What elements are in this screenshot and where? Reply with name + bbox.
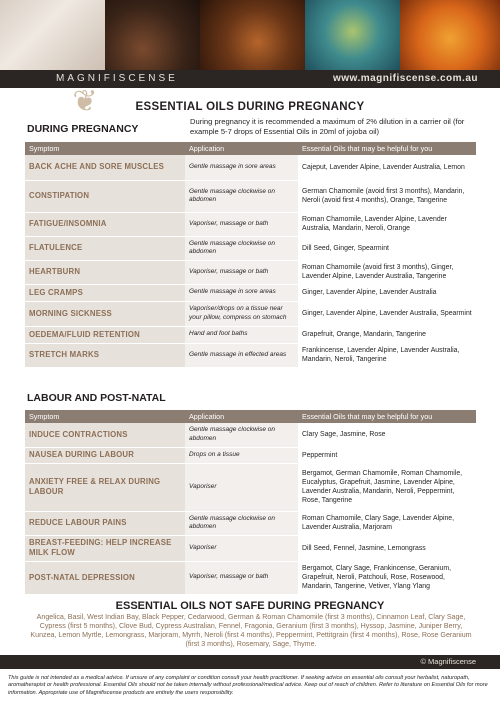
table-header-row (25, 410, 476, 423)
oils-cell: Roman Chamomile, Clary Sage, Lavender Alpine, Lavender Australia, Marjoram (298, 511, 476, 535)
table-row (25, 155, 476, 180)
oils-cell: German Chamomile (avoid first 3 months), Mandarin, Neroli (avoid first 4 months), Orange, Tangerine (298, 180, 476, 212)
leaf-droplet-photo (305, 0, 400, 70)
copyright: © Magnifiscense (420, 657, 476, 666)
symptom-cell: FATIGUE/INSOMNIA (25, 212, 185, 236)
application-cell: Gentle massage in effected areas (185, 343, 298, 367)
table-header-row (25, 142, 476, 155)
brand-url[interactable]: www.magnifiscense.com.au (332, 73, 478, 84)
column-header-symptom: Symptom (25, 142, 185, 155)
oils-cell: Frankincense, Lavender Alpine, Lavender Australia, Mandarin, Neroli, Tangerine (298, 343, 476, 367)
application-cell: Drops on a tissue (185, 447, 298, 463)
table-row (25, 326, 476, 343)
dropper-photo (105, 0, 200, 70)
symptom-cell: CONSTIPATION (25, 180, 185, 212)
symptom-cell: REDUCE LABOUR PAINS (25, 511, 185, 535)
table-row (25, 447, 476, 463)
symptom-cell: LEG CRAMPS (25, 284, 185, 301)
table-row (25, 180, 476, 212)
ornament-icon: ❦ (72, 85, 98, 118)
disclaimer: This guide is not intended as a medical advice. If unsure of any complaint or condition consult your health practitioner. If seeking advice on essential oils consult your herbalist, naturopath, aromatherapist or health professional. Essential Oils should not be taken internally without professional/medical advice. Keep out of reach of children. Refer to literature on Essential Oils for more information. Appropriate use of Magnifiscense products are entirely the users responsibility. (8, 675, 488, 696)
labour-table (25, 410, 476, 595)
oils-cell: Roman Chamomile (avoid first 3 months), Ginger, Lavender Alpine, Lavender Australia, Tangerine (298, 260, 476, 284)
application-cell: Gentle massage in sore areas (185, 155, 298, 180)
application-cell: Vaporiser (185, 535, 298, 561)
application-cell: Gentle massage clockwise on abdomen (185, 236, 298, 260)
footer-bar (0, 655, 500, 669)
not-safe-heading: ESSENTIAL OILS NOT SAFE DURING PREGNANCY (115, 600, 385, 612)
table-row (25, 511, 476, 535)
not-safe-list: Angelica, Basil, West Indian Bay, Black Pepper, Cedarwood, German & Roman Chamomile (first 3 months), Cinnamon Leaf, Clary Sage, Cypress (first 5 months), Clove Bud, Cypress Australian, Fennel, Fragonia, Geranium (first 3 months), Hyssop, Jasmine, Juniper Berry, Kunzea, Lemon Myrtle, Lemongrass, Marjoram, Myrrh, Neroli (first 4 months), Peppermint, Pettitgrain (first 4 months), Rose, Rose Geranium (first 3 months), Rosemary, Sage, Thyme. (30, 613, 472, 648)
oils-cell: Ginger, Lavender Alpine, Lavender Australia, Spearmint (298, 301, 476, 326)
oils-cell: Clary Sage, Jasmine, Rose (298, 423, 476, 447)
application-cell: Vaporiser, massage or bath (185, 212, 298, 236)
application-cell: Vaporiser, massage or bath (185, 561, 298, 594)
table-row (25, 561, 476, 594)
symptom-cell: ANXIETY FREE & RELAX DURING LABOUR (25, 463, 185, 511)
table-row (25, 212, 476, 236)
pregnancy-heading: DURING PREGNANCY (27, 123, 139, 135)
labour-heading: LABOUR AND POST-NATAL (27, 392, 166, 404)
application-cell: Gentle massage clockwise on abdomen (185, 180, 298, 212)
brand-name: MAGNIFISCENSE (56, 73, 178, 84)
application-cell: Vaporiser, massage or bath (185, 260, 298, 284)
table-row (25, 260, 476, 284)
table-row (25, 535, 476, 561)
dilution-intro: During pregnancy it is recommended a maximum of 2% dilution in a carrier oil (for example 5-7 drops of Essential Oils in 20ml of jojoba oil) (190, 117, 465, 136)
oils-cell: Peppermint (298, 447, 476, 463)
symptom-cell: BACK ACHE AND SORE MUSCLES (25, 155, 185, 180)
column-header-application: Application (185, 410, 298, 423)
column-header-symptom: Symptom (25, 410, 185, 423)
symptom-cell: MORNING SICKNESS (25, 301, 185, 326)
header-photo-strip (0, 0, 500, 70)
column-header-application: Application (185, 142, 298, 155)
oils-cell: Ginger, Lavender Alpine, Lavender Australia (298, 284, 476, 301)
table-row (25, 423, 476, 447)
table-row (25, 284, 476, 301)
pregnancy-table (25, 142, 476, 368)
application-cell: Gentle massage clockwise on abdomen (185, 423, 298, 447)
symptom-cell: HEARTBURN (25, 260, 185, 284)
symptom-cell: FLATULENCE (25, 236, 185, 260)
column-header-oils: Essential Oils that may be helpful for you (298, 142, 476, 155)
oils-cell: Roman Chamomile, Lavender Alpine, Lavender Australia, Mandarin, Neroli, Orange (298, 212, 476, 236)
oils-cell: Dill Seed, Ginger, Spearmint (298, 236, 476, 260)
symptom-cell: POST-NATAL DEPRESSION (25, 561, 185, 594)
page-title: ESSENTIAL OILS DURING PREGNANCY (135, 101, 365, 113)
oils-cell: Grapefruit, Orange, Mandarin, Tangerine (298, 326, 476, 343)
application-cell: Vaporiser/drops on a tissue near your pillow, compress on stomach (185, 301, 298, 326)
oils-cell: Dill Seed, Fennel, Jasmine, Lemongrass (298, 535, 476, 561)
symptom-cell: OEDEMA/FLUID RETENTION (25, 326, 185, 343)
symptom-cell: BREAST-FEEDING: HELP INCREASE MILK FLOW (25, 535, 185, 561)
column-header-oils: Essential Oils that may be helpful for you (298, 410, 476, 423)
pregnant-woman-photo (0, 0, 105, 70)
table-row (25, 301, 476, 326)
symptom-cell: STRETCH MARKS (25, 343, 185, 367)
application-cell: Gentle massage clockwise on abdomen (185, 511, 298, 535)
application-cell: Hand and foot baths (185, 326, 298, 343)
oils-cell: Cajeput, Lavender Alpine, Lavender Australia, Lemon (298, 155, 476, 180)
oils-cell: Bergamot, Clary Sage, Frankincense, Geranium, Grapefruit, Neroli, Patchouli, Rose, Rosewood, Mandarin, Tangerine, Vetiver, Ylang Ylang (298, 561, 476, 594)
table-row (25, 463, 476, 511)
symptom-cell: NAUSEA DURING LABOUR (25, 447, 185, 463)
application-cell: Vaporiser (185, 463, 298, 511)
application-cell: Gentle massage in sore areas (185, 284, 298, 301)
table-row (25, 236, 476, 260)
orange-slices-photo (400, 0, 500, 70)
symptom-cell: INDUCE CONTRACTIONS (25, 423, 185, 447)
oils-cell: Bergamot, German Chamomile, Roman Chamomile, Eucalyptus, Grapefruit, Jasmine, Lavender Alpine, Lavender Australia, Mandarin, Neroli, Peppermint, Rose, Tangerine (298, 463, 476, 511)
oil-bottle-photo (200, 0, 305, 70)
table-row (25, 343, 476, 367)
